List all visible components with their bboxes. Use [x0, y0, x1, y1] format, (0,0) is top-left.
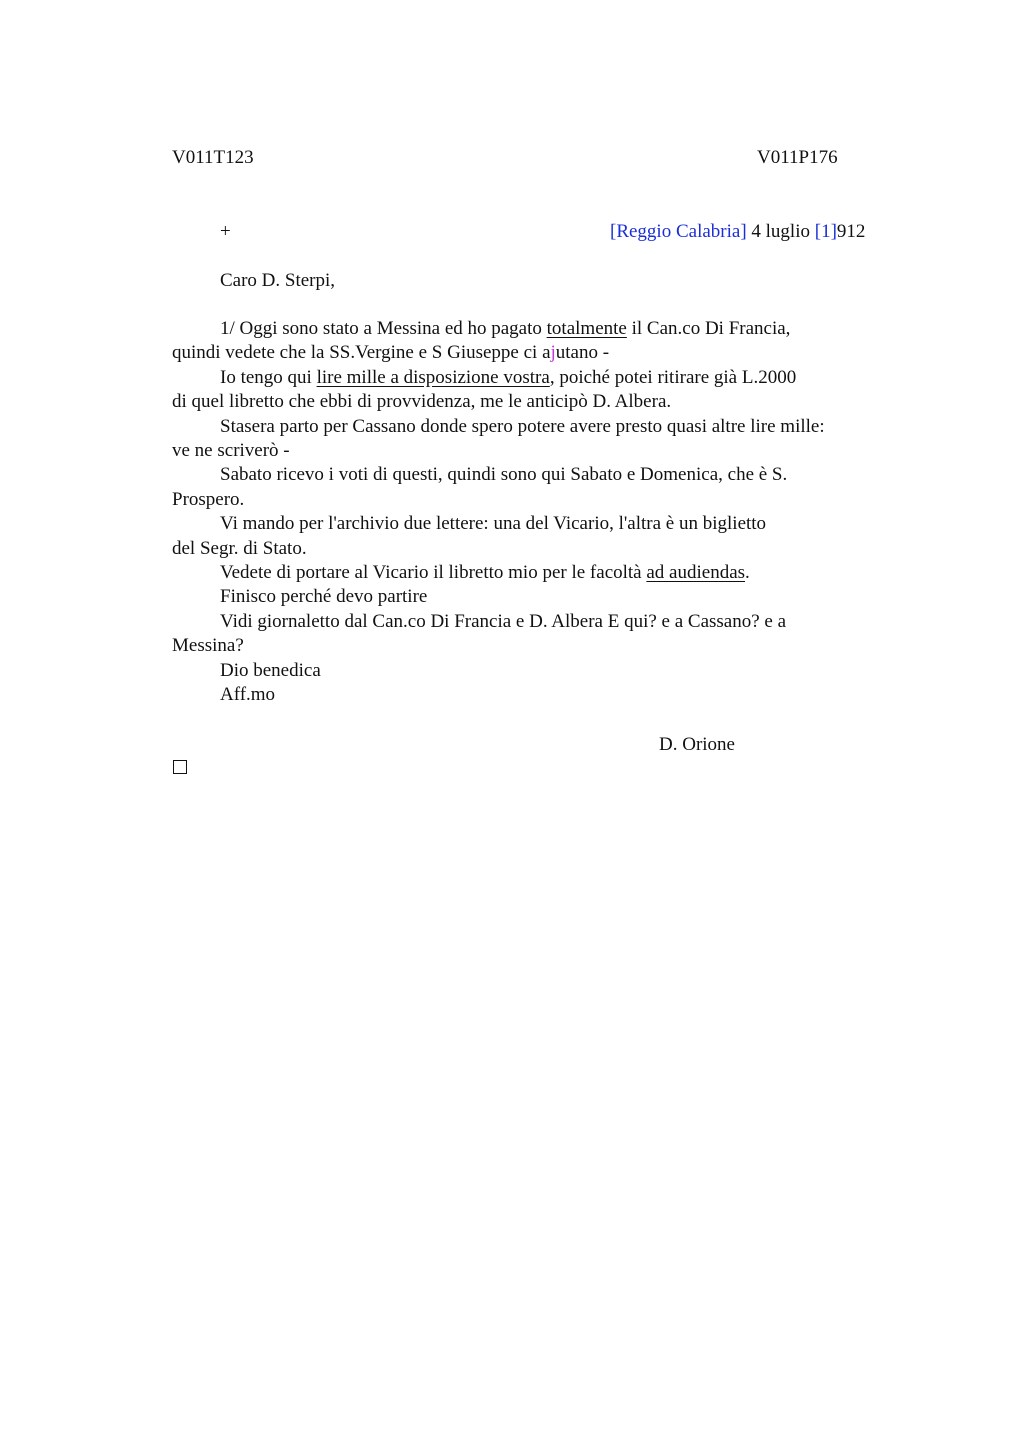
year-digit-editorial: 1	[821, 221, 831, 242]
underlined-text: lire mille a disposizione vostra	[316, 366, 550, 388]
dateline	[610, 220, 865, 244]
letter-line: del Segr. di Stato.	[172, 537, 307, 559]
document-code-right: V011P176	[757, 147, 838, 168]
letter-line	[172, 317, 892, 341]
text-segment: , poiché potei ritirare già L.2000	[549, 366, 797, 388]
date-text: 4 luglio	[746, 221, 815, 242]
letter-line: di quel libretto che ebbi di provvidenza, me le anticipò D. Albera.	[172, 391, 672, 413]
text-segment: quindi vedete che la SS.Vergine e S Giuseppe ci a	[172, 342, 551, 364]
editorial-letter: j	[550, 342, 556, 364]
signature: D. Orione	[659, 734, 735, 755]
letter-line: Finisco perché devo partire	[220, 586, 428, 608]
cross-mark: +	[220, 221, 231, 242]
letter-line	[172, 561, 892, 585]
letter-line	[172, 341, 892, 365]
year-bracket-open: [	[814, 221, 822, 242]
text-segment: Vedete di portare al Vicario il libretto mio per le facoltà	[220, 562, 647, 584]
letter-line: Vi mando per l'archivio due lettere: una del Vicario, l'altra è un biglietto	[220, 513, 767, 535]
salutation: Caro D. Sterpi,	[220, 270, 336, 291]
letter-line: Dio benedica	[220, 659, 321, 681]
place-name: Reggio Calabria	[616, 221, 741, 242]
text-segment: .	[745, 562, 750, 584]
letter-body	[172, 317, 892, 708]
letter-line: Aff.mo	[220, 684, 276, 706]
year-rest: 912	[836, 221, 866, 242]
text-segment: utano -	[555, 342, 610, 364]
document-code-left: V011T123	[172, 147, 254, 168]
text-segment: 1/ Oggi sono stato a Messina ed ho pagato	[220, 318, 547, 339]
letter-line: Sabato ricevo i voti di questi, quindi sono qui Sabato e Domenica, che è S.	[220, 464, 788, 486]
letter-line: ve ne scriverò -	[172, 440, 290, 462]
letter-line	[172, 366, 892, 390]
place-bracket-open: [	[610, 221, 617, 242]
underlined-text: ad audiendas	[646, 562, 746, 584]
end-of-document-box-icon	[173, 760, 187, 774]
place-bracket-close: ]	[740, 221, 747, 242]
letter-line: Prospero.	[172, 488, 245, 510]
letter-line: Messina?	[172, 635, 244, 657]
year-bracket-close: ]	[830, 221, 837, 242]
text-segment: il Can.co Di Francia,	[626, 318, 791, 339]
text-segment: Io tengo qui	[220, 366, 317, 388]
letter-line: Vidi giornaletto dal Can.co Di Francia e D. Albera E qui? e a Cassano? e a	[220, 610, 787, 632]
letter-line: Stasera parto per Cassano donde spero potere avere presto quasi altre lire mille:	[220, 415, 825, 437]
underlined-text: totalmente	[546, 318, 627, 339]
